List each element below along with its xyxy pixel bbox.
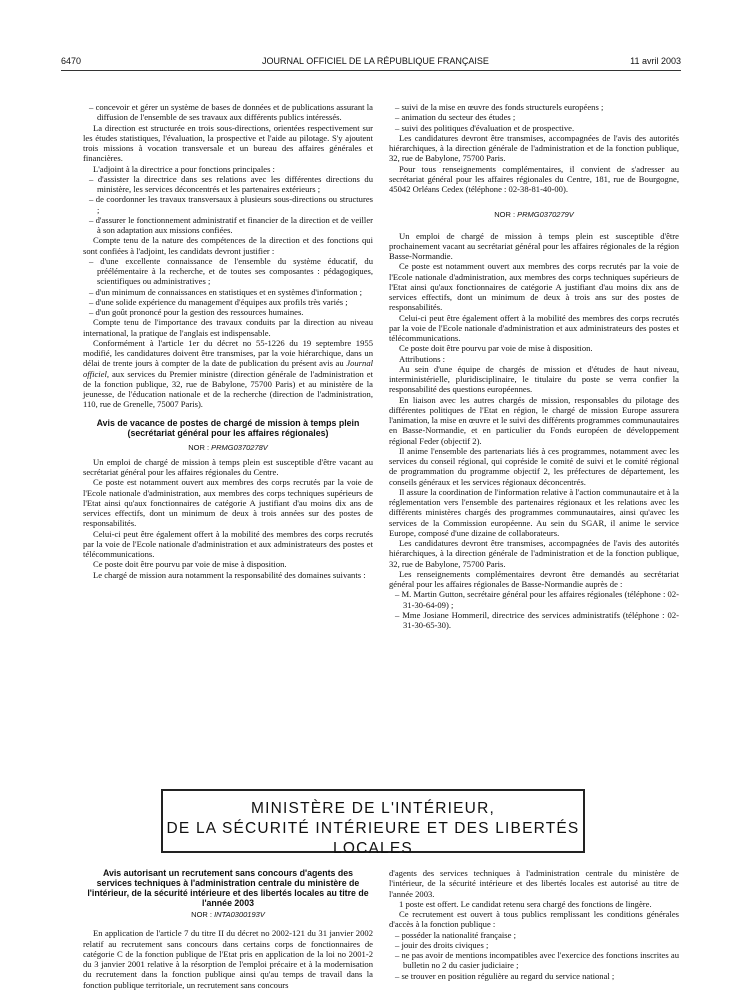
list-item: – d'assurer le fonctionnement administratif et financier de la direction et de veiller à son adaptation aux missions confiées. <box>83 215 373 236</box>
paragraph: Les renseignements complémentaires devront être demandés au secrétariat général pour les affaires régionales de Basse-Normandie auprès de : <box>389 568 679 589</box>
paragraph: Les candidatures devront être transmises, accompagnées de l'avis des autorités hiérarchiques, à la direction générale de l'administration et de la fonction publique, 32, rue de Babylone, 75700 Paris. <box>389 132 679 164</box>
paragraph: Il anime l'ensemble des partenariats liés à ces programmes, notamment avec les services du conseil régional, qui copréside le comité de suivi et le comité régional de programmation du programme objectif 2, les préfectures de département, les conseils généraux et les services régionaux déconcentrés. <box>389 445 679 487</box>
paragraph: L'adjoint à la directrice a pour fonctions principales : <box>93 163 275 174</box>
paragraph: Les candidatures devront être transmises, accompagnées de l'avis des autorités hiérarchiques, à la direction générale de l'administration et de la fonction publique, 32, rue de Babylone, 75700 Paris. <box>389 538 679 569</box>
list-conditions <box>389 930 679 981</box>
paragraph: Compte tenu de la nature des compétences de la direction et des fonctions qui sont confiées à l'adjoint, les candidats devront justifier : <box>83 235 373 256</box>
publication-date: 11 avril 2003 <box>630 56 681 66</box>
list-item: – animation du secteur des études ; <box>389 112 679 122</box>
list-item: – ne pas avoir de mentions incompatibles avec l'exercice des fonctions inscrites au bulletin no 2 du casier judiciaire ; <box>389 950 679 971</box>
paragraph: Un emploi de chargé de mission à temps plein est susceptible d'être vacant au secrétariat général pour les affaires régionales du Centre. <box>83 456 373 477</box>
ministry-banner <box>161 789 585 857</box>
list-item: – d'un minimum de connaissances en statistiques et en systèmes d'information ; <box>83 287 373 297</box>
paragraph: Le chargé de mission aura notamment la responsabilité des domaines suivants : <box>93 569 366 580</box>
paragraph: Compte tenu de l'importance des travaux conduits par la direction au niveau international, la pratique de l'anglais est indispensable. <box>83 317 373 338</box>
paragraph: d'agents des services techniques à l'administration centrale du ministère de l'intérieur, de la sécurité intérieure et des libertés locales est autorisé au titre de l'année 2003. <box>389 868 679 899</box>
list-contacts <box>389 589 679 630</box>
paragraph: Ce poste est notamment ouvert aux membres des corps recrutés par la voie de l'Ecole nationale d'administration, aux membres des corps techniques supérieurs de l'Etat ainsi qu'aux fonctionnaires de catégorie A justifiant d'au moins dix ans de services effectifs, dont un minimum de deux à trois ans sur des postes de responsabilités. <box>389 261 679 313</box>
column-right-bottom <box>389 868 679 981</box>
paragraph: En liaison avec les autres chargés de mission, responsables du pilotage des différentes politiques de l'Etat en région, le chargé de mission Europe assurera l'animation, la mise en œuvre et le suivi des différents programmes communautaires en Basse-Normandie, et en particulier du Fonds européen de développement régional Feder (objectif 2). <box>389 394 679 446</box>
list-item: – d'assister la directrice dans ses relations avec les différentes directions du ministère, les services déconcentrés et les partenaires extérieurs ; <box>83 174 373 195</box>
column-left-top <box>83 102 373 580</box>
paragraph: La direction est structurée en trois sous-directions, orientées respectivement sur les études statistiques, l'évaluation, la prospective et l'aide au pilotage. S'y ajoutent trois missions à vocation transversale et un bureau des affaires générales et financières. <box>83 122 373 164</box>
column-right-top <box>389 102 679 630</box>
ministry-name-line2: DE LA SÉCURITÉ INTÉRIEURE ET DES LIBERTÉS LOCALES <box>166 820 580 857</box>
paragraph: En application de l'article 7 du titre II du décret no 2002-121 du 31 janvier 2002 relatif au recrutement sans concours dans certains corps de fonctionnaires de catégorie C de la fonction publique de l'Etat pris en application de la loi no 2001-2 du 3 janvier 2001 relative à la résorption de l'emploi précaire et à la modernisation du recrutement dans la fonction publique ainsi qu'au temps de travail dans la fonction publique territoriale, un recrutement sans concours <box>83 928 373 990</box>
journal-title: JOURNAL OFFICIEL DE LA RÉPUBLIQUE FRANÇAISE <box>262 56 489 66</box>
list-item: – concevoir et gérer un système de bases de données et de publications assurant la diffusion de l'ensemble de ses travaux aux différents publics intéressés. <box>83 102 373 123</box>
notice-title: Avis autorisant un recrutement sans concours d'agents des services techniques à l'administration centrale du ministère de l'intérieur, de la sécurité intérieure et des libertés locales au titre de l'année 2003 <box>87 868 369 908</box>
nor-reference: NOR : PRMG0370279V <box>494 210 574 220</box>
list-item: – posséder la nationalité française ; <box>389 930 679 940</box>
paragraph: Ce recrutement est ouvert à tous publics remplissant les conditions générales d'accès à la fonction publique : <box>389 909 679 930</box>
list-item: – de coordonner les travaux transversaux à plusieurs sous-directions ou structures ; <box>83 194 373 215</box>
paragraph: Il assure la coordination de l'information relative à l'action communautaire et à la réglementation vers l'ensemble des partenaires régionaux et les relations avec les différents ministères chargés des programmes communautaires, ainsi qu'avec les services de la Commission européenne. Au sein du SGAR, il anime le service Europe, composé d'une dizaine de collaborateurs. <box>389 486 679 538</box>
column-left-bottom <box>83 868 373 990</box>
paragraph: Ce poste doit être pourvu par voie de mise à disposition. <box>399 343 593 354</box>
list-item: – d'un goût prononcé pour la gestion des ressources humaines. <box>83 307 373 317</box>
paragraph: Celui-ci peut être également offert à la mobilité des membres des corps recrutés par la voie de l'Ecole nationale d'administration et aux administrateurs des postes et télécommunications. <box>83 528 373 559</box>
list-objectives <box>83 102 373 123</box>
nor-reference: NOR : PRMG0370278V <box>188 442 268 452</box>
paragraph: Ce poste est notamment ouvert aux membres des corps recrutés par la voie de l'Ecole nationale d'administration, aux membres des corps techniques supérieurs de l'Etat ainsi qu'aux fonctionnaires de catégorie A justifiant d'au moins dix ans de services effectifs, dont un minimum de deux à trois années sur des postes de responsabilités. <box>83 477 373 529</box>
list-item: – d'une solide expérience du management d'équipes aux profils très variés ; <box>83 297 373 307</box>
paragraph: 1 poste est offert. Le candidat retenu sera chargé des fonctions de lingère. <box>399 898 652 909</box>
list-domains <box>389 102 679 133</box>
paragraph: Conformément à l'article 1er du décret no 55-1226 du 19 septembre 1955 modifié, les candidatures doivent être transmises, par la voie hiérarchique, dans un délai de trente jours à compter de la date de publication du présent avis au Journal officiel, aux services du Premier ministre (direction générale de l'administration et de la fonction publique, 32, rue de Babylone, 75700 Paris) et au ministère de la jeunesse, de l'éducation nationale et de la recherche (direction de l'administration, 110, rue de Grenelle, 75007 Paris). <box>83 337 373 410</box>
list-item: – jouir des droits civiques ; <box>389 940 679 950</box>
list-item: – se trouver en position régulière au regard du service national ; <box>389 971 679 981</box>
paragraph: Un emploi de chargé de mission à temps plein est susceptible d'être prochainement vacant au secrétariat général pour les affaires régionales de la région Basse-Normandie. <box>389 230 679 261</box>
page-number: 6470 <box>61 56 82 66</box>
ministry-name-line1: MINISTÈRE DE L'INTÉRIEUR, <box>251 800 495 817</box>
paragraph: Attributions : <box>399 353 446 364</box>
paragraph: Celui-ci peut être également offert à la mobilité des membres des corps recrutés par la voie de l'Ecole nationale d'administration et aux administrateurs des postes et télécommunications. <box>389 312 679 343</box>
list-requirements <box>83 256 373 318</box>
list-item: – suivi de la mise en œuvre des fonds structurels européens ; <box>389 102 679 112</box>
notice-title: Avis de vacance de postes de chargé de mission à temps plein (secrétariat général pour les affaires régionales) <box>96 417 360 438</box>
page-header <box>0 56 751 68</box>
journal-officiel-italic: Journal officiel, <box>83 358 373 379</box>
header-rule <box>61 70 681 71</box>
list-item: – Mme Josiane Hommeril, directrice des services administratifs (téléphone : 02-31-30-65-30). <box>389 610 679 631</box>
list-item: – M. Martin Gutton, secrétaire général pour les affaires régionales (téléphone : 02-31-30-64-09) ; <box>389 589 679 610</box>
paragraph: Ce poste doit être pourvu par voie de mise à disposition. <box>93 559 287 570</box>
list-item: – suivi des politiques d'évaluation et de prospective. <box>389 123 679 133</box>
paragraph: Pour tous renseignements complémentaires, il convient de s'adresser au secrétariat général pour les affaires régionales du Centre, 181, rue de Bourgogne, 45042 Orléans Cedex (téléphone : 02-38-81-40-00). <box>389 163 679 194</box>
list-item: – d'une excellente connaissance de l'ensemble du système éducatif, du préélémentaire à la recherche, et de toutes ses composantes : pédagogiques, scientifiques ou administratives ; <box>83 256 373 287</box>
paragraph: Au sein d'une équipe de chargés de mission et d'études de haut niveau, interministérielle, pluridisciplinaire, le titulaire du poste se verra confier la responsabilité des questions européennes. <box>389 363 679 395</box>
nor-reference: NOR : INTA0300193V <box>191 910 265 919</box>
list-functions <box>83 174 373 236</box>
